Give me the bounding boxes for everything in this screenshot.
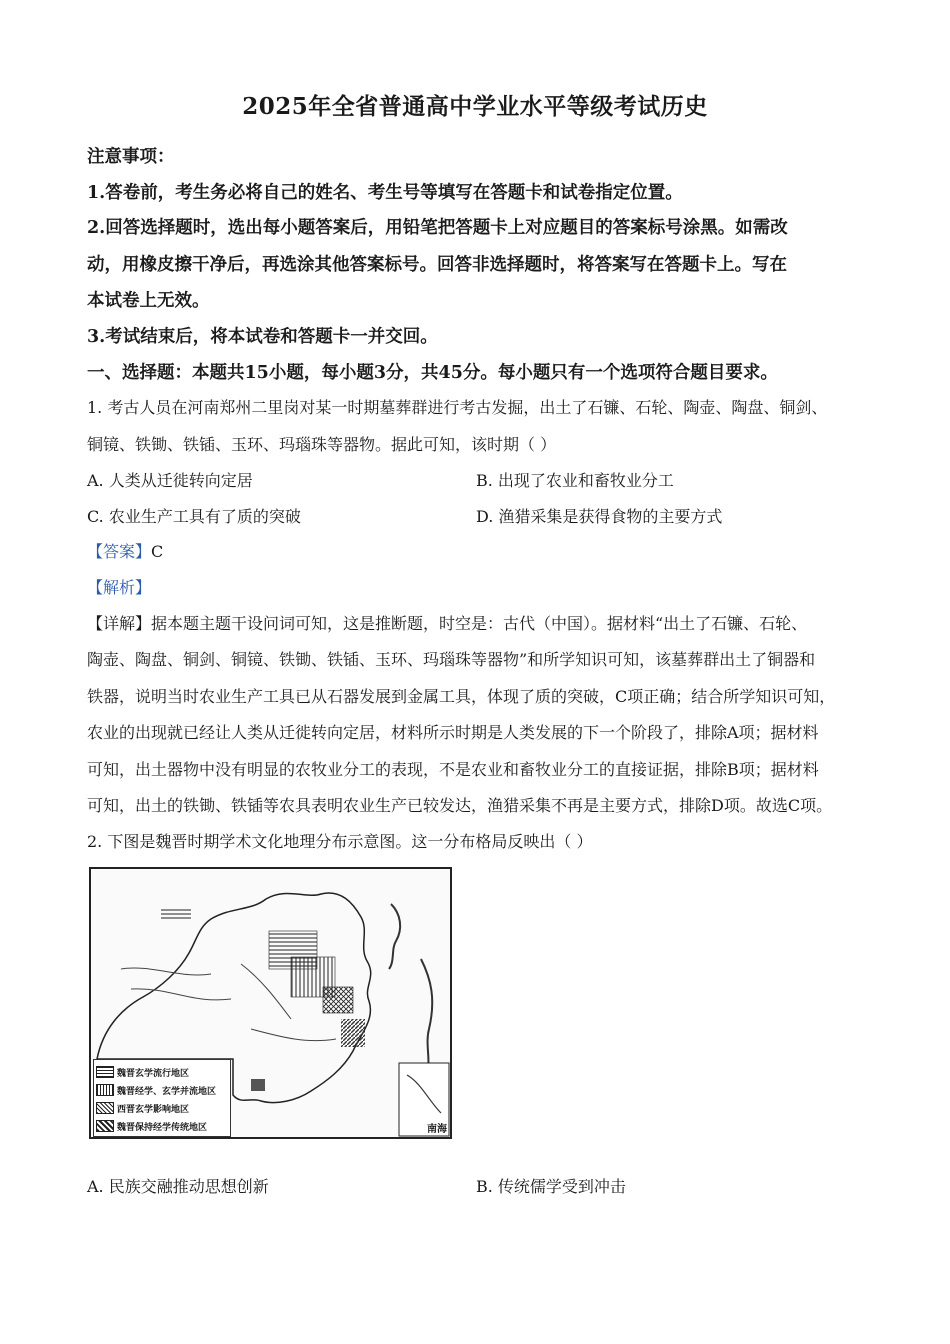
xijin-influence-area (323, 987, 353, 1013)
japan-islands (421, 959, 432, 1074)
answer-tag: 【答案】 (87, 542, 152, 561)
legend-swatch-crosshatch (96, 1102, 114, 1114)
northern-xuanxue-area (161, 909, 191, 919)
notice-item-1: 1.答卷前，考生务必将自己的姓名、考生号等填写在答题卡和试卷指定位置。 (87, 183, 683, 203)
korean-peninsula (389, 904, 400, 969)
map-legend (93, 1059, 231, 1137)
q2-stem: 2. 下图是魏晋时期学术文化地理分布示意图。这一分布格局反映出（ ） (87, 832, 593, 851)
legend-label-4: 魏晋保持经学传统地区 (117, 1122, 208, 1133)
legend-label-2: 魏晋经学、玄学并流地区 (117, 1086, 217, 1097)
q1-detail-line-5: 可知，出土器物中没有明显的农牧业分工的表现，不是农业和畜牧业分工的直接证据，排除B项；据材料 (87, 760, 819, 779)
wei-jin-culture-map (89, 867, 452, 1139)
notice-item-2-line-2: 动，用橡皮擦干净后，再选涂其他答案标号。回答非选择题时，将答案写在答题卡上。写在 (87, 255, 787, 275)
exam-title: 2025年全省普通高中学业水平等级考试历史 (242, 93, 708, 120)
legend-item-1 (96, 1063, 228, 1081)
jingxue-tradition-area (341, 1019, 365, 1047)
notice-item-3: 3.考试结束后，将本试卷和答题卡一并交回。 (87, 327, 438, 347)
inset-label: 南海 (427, 1124, 447, 1135)
q1-option-b: B. 出现了农业和畜牧业分工 (476, 471, 674, 490)
q1-detail-line-6: 可知，出土的铁锄、铁锸等农具表明农业生产已较发达，渔猎采集不再是主要方式，排除D项。故选C项。 (87, 796, 833, 815)
q1-option-c: C. 农业生产工具有了质的突破 (87, 507, 301, 526)
legend-swatch-diagonal (96, 1120, 114, 1132)
q1-detail-line-2: 陶壶、陶盘、铜剑、铜镜、铁锄、铁锸、玉环、玛瑙珠等器物”和所学知识可知，该墓葬群出土了铜器和 (87, 650, 816, 669)
q1-detail-line-3: 铁器，说明当时农业生产工具已从石器发展到金属工具，体现了质的突破，C项正确；结合所学知识可知， (87, 687, 836, 706)
legend-item-2 (96, 1081, 228, 1099)
notice-heading: 注意事项： (87, 147, 175, 167)
q2-option-a: A. 民族交融推动思想创新 (87, 1177, 269, 1196)
legend-label-3: 西晋玄学影响地区 (117, 1104, 190, 1115)
q1-option-d: D. 渔猎采集是获得食物的主要方式 (476, 507, 723, 526)
legend-swatch-horizontal (96, 1066, 114, 1078)
hainan-island (251, 1079, 265, 1091)
section-1-heading: 一、选择题：本题共15小题，每小题3分，共45分。每小题只有一个选项符合题目要求。 (87, 363, 778, 383)
notice-item-2-line-3: 本试卷上无效。 (87, 291, 210, 311)
q1-stem-line-1: 1. 考古人员在河南郑州二里岗对某一时期墓葬群进行考古发掘，出土了石镰、石轮、陶壶、陶盘、铜剑、 (87, 398, 828, 417)
q1-answer (87, 541, 163, 563)
legend-item-4 (96, 1117, 228, 1135)
q2-option-b: B. 传统儒学受到冲击 (476, 1177, 626, 1196)
legend-item-3 (96, 1099, 228, 1117)
answer-value: C (151, 542, 164, 561)
q1-detail-line-4: 农业的出现就已经让人类从迁徙转向定居，材料所示时期是人类发展的下一个阶段了，排除A项；据材料 (87, 723, 819, 742)
notice-item-2-line-1: 2.回答选择题时，选出每小题答案后，用铅笔把答题卡上对应题目的答案标号涂黑。如需改 (87, 218, 788, 238)
q1-detail-line-1: 【详解】据本题主题干设问词可知，这是推断题，时空是：古代（中国）。据材料“出土了石镰、石轮、 (87, 614, 808, 633)
q1-stem-line-2: 铜镜、铁锄、铁锸、玉环、玛瑙珠等器物。据此可知，该时期（ ） (87, 435, 557, 454)
q1-option-a: A. 人类从迁徙转向定居 (87, 471, 253, 490)
legend-label-1: 魏晋玄学流行地区 (117, 1068, 190, 1079)
q1-analysis-tag: 【解析】 (87, 578, 152, 597)
legend-swatch-vertical (96, 1084, 114, 1096)
